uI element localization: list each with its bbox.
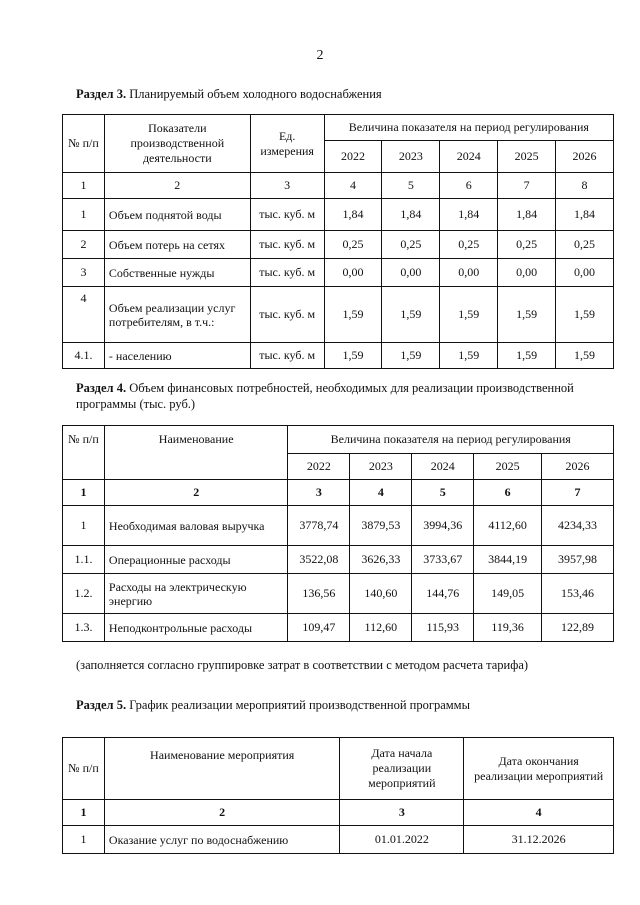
s4-index-cell: 7 xyxy=(542,480,614,506)
section4-note: (заполняется согласно группировке затрат в соответствии с методом расчета тарифа) xyxy=(76,658,529,672)
s3-value: 1,59 xyxy=(440,343,498,369)
table-row xyxy=(63,231,614,259)
s3-row-unit: тыс. куб. м xyxy=(250,231,324,259)
s3-value: 1,59 xyxy=(382,287,440,343)
section4-table xyxy=(62,425,614,642)
s4-value: 3957,98 xyxy=(542,546,614,574)
s3-index-cell: 4 xyxy=(324,173,382,199)
s3-header-num: № п/п xyxy=(63,115,105,173)
s3-value: 1,59 xyxy=(324,287,382,343)
s4-value: 3879,53 xyxy=(350,506,412,546)
s4-value: 136,56 xyxy=(288,574,350,614)
s4-value: 119,36 xyxy=(474,614,542,642)
s4-value: 109,47 xyxy=(288,614,350,642)
s4-value: 149,05 xyxy=(474,574,542,614)
s3-value: 0,00 xyxy=(324,259,382,287)
s3-value: 1,84 xyxy=(498,199,556,231)
page-number: 2 xyxy=(316,48,324,63)
s4-value: 115,93 xyxy=(412,614,474,642)
s4-value: 3522,08 xyxy=(288,546,350,574)
s3-row-num: 3 xyxy=(63,259,105,287)
s4-row-num: 1.1. xyxy=(63,546,105,574)
s3-index-cell: 1 xyxy=(63,173,105,199)
s5-header-start: Дата начала реализации мероприятий xyxy=(340,738,464,800)
s3-value: 1,59 xyxy=(324,343,382,369)
section3-table xyxy=(62,114,614,369)
s5-row-name: Оказание услуг по водоснабжению xyxy=(104,826,339,854)
s4-value: 3733,67 xyxy=(412,546,474,574)
s5-row-end: 31.12.2026 xyxy=(464,826,614,854)
s4-year: 2023 xyxy=(350,454,412,480)
s5-index-row xyxy=(63,800,614,826)
s3-value: 1,59 xyxy=(498,287,556,343)
s4-value: 144,76 xyxy=(412,574,474,614)
table-row xyxy=(63,546,614,574)
s4-value: 3994,36 xyxy=(412,506,474,546)
s3-index-cell: 7 xyxy=(498,173,556,199)
section5-table xyxy=(62,737,614,854)
s3-value: 0,25 xyxy=(382,231,440,259)
s4-row-name: Расходы на электрическую энергию xyxy=(104,574,288,614)
s5-index-cell: 2 xyxy=(104,800,339,826)
table-row xyxy=(63,199,614,231)
s3-row-num: 1 xyxy=(63,199,105,231)
s3-value: 1,59 xyxy=(440,287,498,343)
table-row xyxy=(63,826,614,854)
s4-value: 3778,74 xyxy=(288,506,350,546)
s3-row-name: Собственные нужды xyxy=(104,259,250,287)
s3-row-name: Объем реализации услуг потребителям, в т.ч.: xyxy=(104,287,250,343)
section3-heading xyxy=(76,86,382,102)
s4-row-name: Операционные расходы xyxy=(104,546,288,574)
section5-heading xyxy=(76,697,470,713)
s4-index-cell: 4 xyxy=(350,480,412,506)
s3-row-name: Объем потерь на сетях xyxy=(104,231,250,259)
s3-index-cell: 6 xyxy=(440,173,498,199)
s3-row-num: 4 xyxy=(63,287,105,343)
s4-value: 153,46 xyxy=(542,574,614,614)
s3-value: 1,84 xyxy=(556,199,614,231)
s4-index-cell: 2 xyxy=(104,480,288,506)
table-row xyxy=(63,506,614,546)
section5-heading-text: График реализации мероприятий производственной программы xyxy=(126,698,470,712)
section3-heading-text: Планируемый объем холодного водоснабжения xyxy=(126,87,382,101)
s3-header-unit: Ед. измерения xyxy=(250,115,324,173)
s4-row-name: Неподконтрольные расходы xyxy=(104,614,288,642)
section5-heading-bold: Раздел 5. xyxy=(76,698,127,712)
s5-header-name: Наименование мероприятия xyxy=(104,738,339,800)
s3-row-num: 4.1. xyxy=(63,343,105,369)
table-row xyxy=(63,343,614,369)
s3-row-name: - населению xyxy=(104,343,250,369)
s3-value: 1,59 xyxy=(498,343,556,369)
s4-header-name: Наименование xyxy=(104,426,288,480)
s4-value: 3626,33 xyxy=(350,546,412,574)
s3-header-value: Величина показателя на период регулирования xyxy=(324,115,613,141)
s5-header-end: Дата окончания реализации мероприятий xyxy=(464,738,614,800)
s4-row-num: 1.2. xyxy=(63,574,105,614)
s3-year: 2026 xyxy=(556,141,614,173)
s3-year: 2023 xyxy=(382,141,440,173)
s3-row-num: 2 xyxy=(63,231,105,259)
s3-value: 0,25 xyxy=(440,231,498,259)
s4-header-value: Величина показателя на период регулирования xyxy=(288,426,614,454)
s4-row-name: Необходимая валовая выручка xyxy=(104,506,288,546)
table-row xyxy=(63,614,614,642)
s5-index-cell: 3 xyxy=(340,800,464,826)
s3-value: 0,00 xyxy=(440,259,498,287)
s4-year: 2022 xyxy=(288,454,350,480)
s3-value: 0,25 xyxy=(324,231,382,259)
s3-value: 1,59 xyxy=(556,287,614,343)
s3-index-cell: 3 xyxy=(250,173,324,199)
s4-year: 2026 xyxy=(542,454,614,480)
s4-value: 4112,60 xyxy=(474,506,542,546)
s3-index-cell: 2 xyxy=(104,173,250,199)
s3-row-unit: тыс. куб. м xyxy=(250,259,324,287)
s3-value: 1,84 xyxy=(382,199,440,231)
s3-year: 2022 xyxy=(324,141,382,173)
s3-header-indicator: Показатели производственной деятельности xyxy=(104,115,250,173)
s3-row-unit: тыс. куб. м xyxy=(250,343,324,369)
s5-row-num: 1 xyxy=(63,826,105,854)
s3-row-unit: тыс. куб. м xyxy=(250,199,324,231)
s3-year: 2025 xyxy=(498,141,556,173)
s3-index-row xyxy=(63,173,614,199)
s4-value: 3844,19 xyxy=(474,546,542,574)
s4-index-cell: 3 xyxy=(288,480,350,506)
s4-index-cell: 1 xyxy=(63,480,105,506)
s3-value: 0,25 xyxy=(556,231,614,259)
s3-value: 1,59 xyxy=(382,343,440,369)
s3-value: 0,00 xyxy=(382,259,440,287)
s3-row-unit: тыс. куб. м xyxy=(250,287,324,343)
s5-row-start: 01.01.2022 xyxy=(340,826,464,854)
s4-row-num: 1.3. xyxy=(63,614,105,642)
s4-header-num: № п/п xyxy=(63,426,105,480)
s4-index-row xyxy=(63,480,614,506)
s4-row-num: 1 xyxy=(63,506,105,546)
s3-value: 1,59 xyxy=(556,343,614,369)
s4-value: 4234,33 xyxy=(542,506,614,546)
s4-value: 122,89 xyxy=(542,614,614,642)
s5-index-cell: 1 xyxy=(63,800,105,826)
s4-year: 2024 xyxy=(412,454,474,480)
table-row xyxy=(63,287,614,343)
s4-index-cell: 6 xyxy=(474,480,542,506)
s3-value: 0,00 xyxy=(556,259,614,287)
s3-index-cell: 8 xyxy=(556,173,614,199)
section4-heading-bold: Раздел 4. xyxy=(76,381,127,395)
s4-year: 2025 xyxy=(474,454,542,480)
s5-index-cell: 4 xyxy=(464,800,614,826)
s4-value: 112,60 xyxy=(350,614,412,642)
s3-value: 1,84 xyxy=(324,199,382,231)
s3-index-cell: 5 xyxy=(382,173,440,199)
s3-value: 1,84 xyxy=(440,199,498,231)
s3-row-name: Объем поднятой воды xyxy=(104,199,250,231)
table-row xyxy=(63,574,614,614)
section4-heading-text: Объем финансовых потребностей, необходимых для реализации производственной программы (тыс. руб.) xyxy=(76,381,574,411)
s4-value: 140,60 xyxy=(350,574,412,614)
table-row xyxy=(63,259,614,287)
section4-heading xyxy=(76,380,636,412)
s3-value: 0,00 xyxy=(498,259,556,287)
s4-index-cell: 5 xyxy=(412,480,474,506)
section3-heading-bold: Раздел 3. xyxy=(76,87,127,101)
s3-year: 2024 xyxy=(440,141,498,173)
s3-value: 0,25 xyxy=(498,231,556,259)
s5-header-num: № п/п xyxy=(63,738,105,800)
